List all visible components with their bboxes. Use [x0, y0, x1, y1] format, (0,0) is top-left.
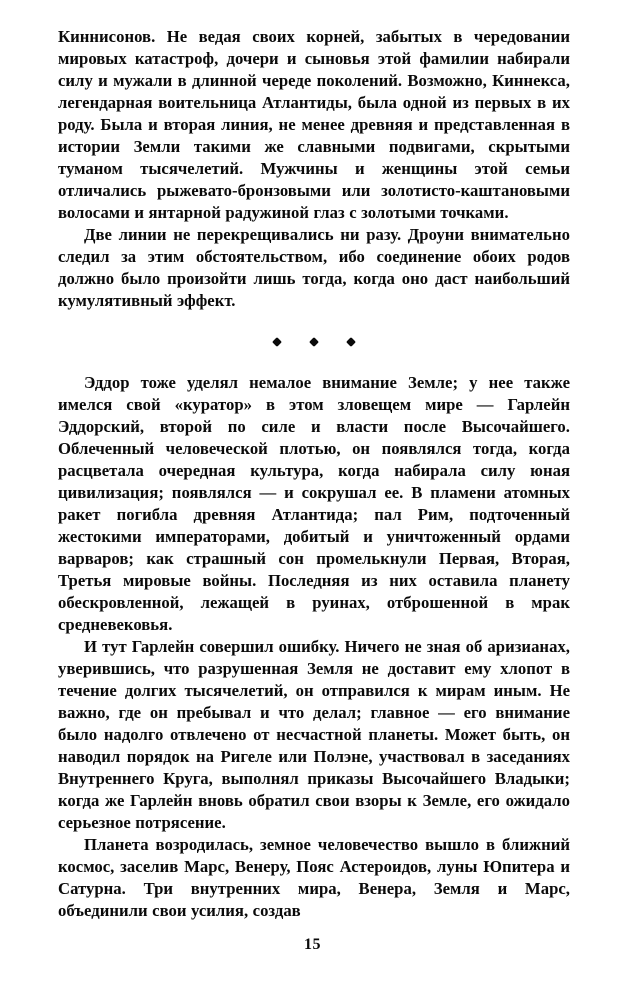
asterism-mark-icon: [347, 338, 355, 346]
paragraph-eddor: Эддор тоже уделял немалое внимание Земле; у нее также имелся свой «куратор» в этом зловещем мире — Гарлейн Эддорский, второй по силе и власти после Высочайшего. Облеченный человеческой плотью, он появлялся тогда, когда расцветала очередная культура, когда набирала силу юная цивилизация; появлялся — и сокрушал ее. В пламени атомных ракет погибла древняя Атлантида; пал Рим, подточенный жестокими императорами, добитый и уничтоженный ордами варваров; как страшный сон промелькнули Первая, Вторая, Третья мировые войны. Последняя из них оставила планету обескровленной, лежащей в руинах, отброшенной в мрак средневековья.: [58, 373, 570, 634]
asterism-mark-icon: [310, 338, 318, 346]
paragraph-two-lines: Две линии не перекрещивались ни разу. Дроуни внимательно следил за этим обстоятельством, ибо соединение обоих родов должно было произойти лишь тогда, когда оно даст наибольший кумулятивный эффект.: [58, 225, 570, 310]
paragraph-garlane-mistake: И тут Гарлейн совершил ошибку. Ничего не зная об аризианах, уверившись, что разрушенная Земля не доставит ему хлопот в течение долгих тысячелетий, он отправился к мирам иным. Не важно, где он пребывал и что делал; главное — его внимание было надолго отвлечено от несчастной планеты. Может быть, он наводил порядок на Ригеле или Полэне, участвовал в заседаниях Внутреннего Круга, выполнял приказы Высочайшего Владыки; когда же Гарлейн вновь обратил свои взоры к Земле, его ожидало серьезное потрясение.: [58, 637, 570, 832]
page-text-block: [58, 26, 570, 922]
page-number: 15: [304, 936, 321, 953]
section-divider-asterism: [58, 312, 570, 372]
paragraph-planet-reborn: Планета возродилась, земное человечество вышло в ближний космос, заселив Марс, Венеру, Пояс Астероидов, луны Юпитера и Сатурна. Три внутренних мира, Венера, Земля и Марс, объединили свои усилия, создав: [58, 835, 570, 920]
paragraph-continued-from-previous-page: Киннисонов. Не ведая своих корней, забытых в чередовании мировых катастроф, дочери и сыновья этой фамилии набирали силу и мужали в длинной череде поколений. Возможно, Киннекса, легендарная воительница Атлантиды, была одной из первых в их роду. Была и вторая линия, не менее древняя и представленная в истории Земли такими же славными подвигами, скрытыми туманом тысячелетий. Мужчины и женщины этой семьи отличались рыжевато-бронзовыми или золотисто-каштановыми волосами и янтарной радужиной глаз с золотыми точками.: [58, 27, 570, 222]
asterism-mark-icon: [273, 338, 281, 346]
